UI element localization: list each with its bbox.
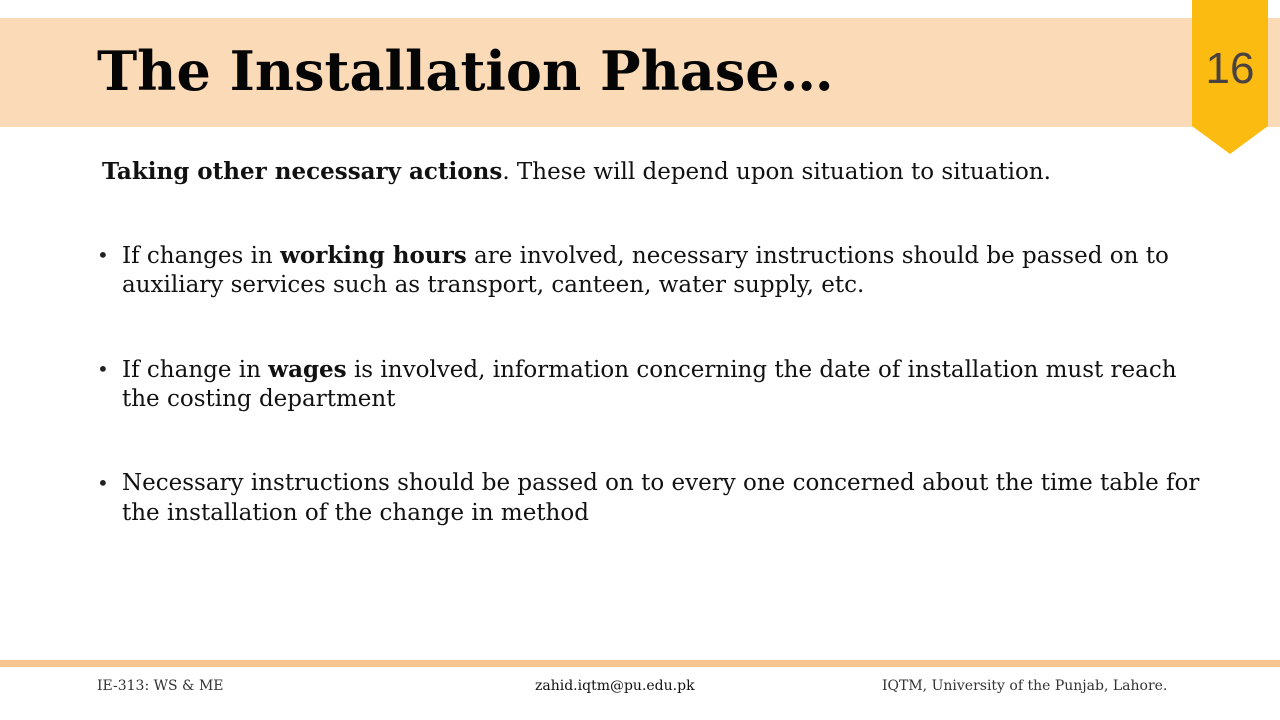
bullet-icon: • <box>97 357 109 381</box>
page-number: 16 <box>1205 44 1255 93</box>
bullet-item: • If changes in working hours are involved, necessary instructions should be passed on to auxiliary services such as transport, canteen, water supply, etc. <box>97 242 1169 298</box>
intro-bold: Taking other necessary actions <box>102 158 503 185</box>
footer-divider <box>0 660 1280 667</box>
slide-title: The Installation Phase… <box>97 39 834 103</box>
page-number-badge <box>1192 0 1268 154</box>
bullet-icon: • <box>97 243 109 267</box>
bullet-item: • Necessary instructions should be passed on to every one concerned about the time table for the installation of the change in method <box>97 470 1200 526</box>
intro-rest: . These will depend upon situation to situation. <box>502 159 1051 185</box>
bullet-list <box>97 241 1207 583</box>
footer-course: IE-313: WS & ME <box>97 678 224 694</box>
bullet-item: • If change in wages is involved, information concerning the date of installation must reach the costing department <box>97 356 1177 412</box>
footer-email: zahid.iqtm@pu.edu.pk <box>535 678 695 694</box>
bullet-icon: • <box>97 471 109 495</box>
intro-text <box>102 156 1051 188</box>
footer-institution: IQTM, University of the Punjab, Lahore. <box>882 678 1168 694</box>
